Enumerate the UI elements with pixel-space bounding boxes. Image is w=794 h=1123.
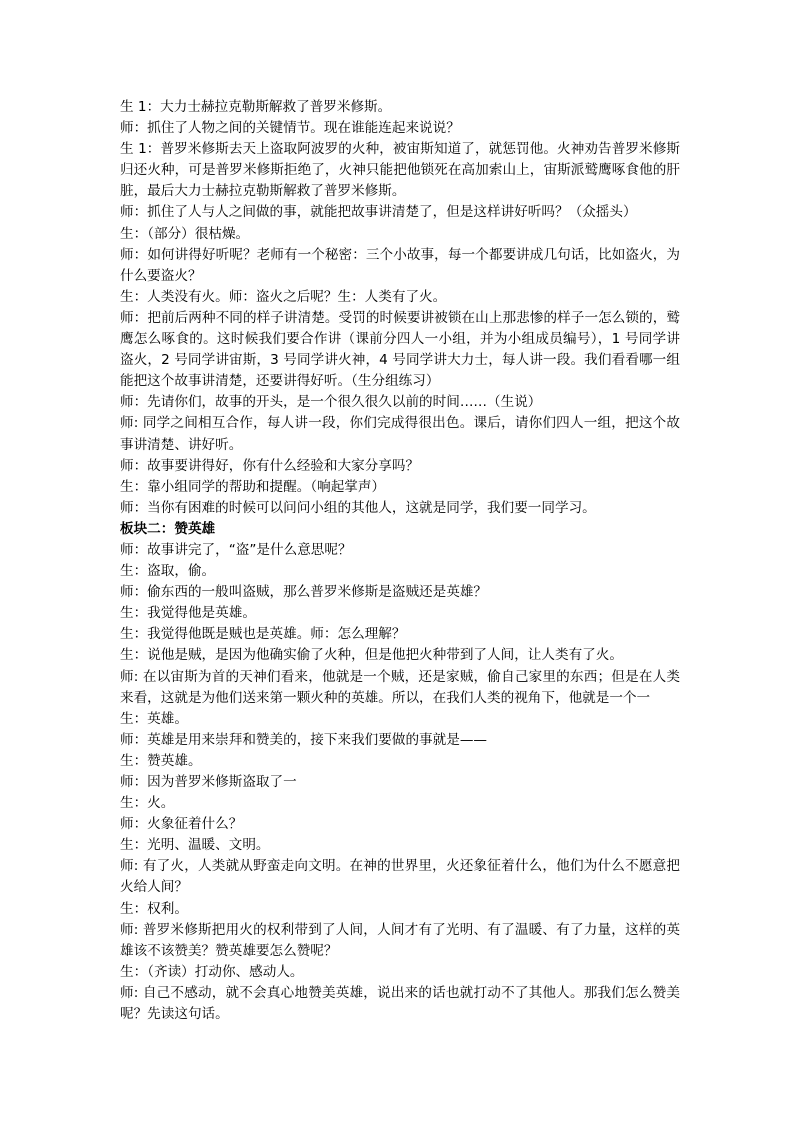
- dialogue-line: 生：说他是贼，是因为他确实偷了火种，但是他把火种带到了人间，让人类有了火。: [120, 647, 623, 664]
- dialogue-line: 生：我觉得他既是贼也是英雄。师：怎么理解？: [120, 626, 406, 643]
- dialogue-line: 师: 自己不感动，就不会真心地赞美英雄，说出来的话也就打动不了其他人。那我们怎么赞美呢？先读这句话。: [120, 984, 680, 1023]
- dialogue-line: 生：火。: [120, 795, 175, 812]
- dialogue-line: 师：当你有困难的时候可以问问小组的其他人，这就是同学，我们要一同学习。: [120, 499, 596, 516]
- dialogue-line: 师：故事讲完了，“盗”是什么意思呢？: [120, 541, 352, 558]
- dialogue-line: 师: 普罗米修斯把用火的权利带到了人间，人间才有了光明、有了温暖、有了力量，这样的英雄该不该赞美？赞英雄要怎么赞呢？: [120, 921, 680, 959]
- dialogue-line: 师：如何讲得好听呢？老师有一个秘密：三个小故事，每一个都要讲成几句话，比如盗火，为什么要盗火？: [120, 246, 680, 284]
- document-page: [120, 97, 680, 1025]
- section-heading: 板块二：赞英雄: [120, 520, 216, 537]
- dialogue-line: 师：因为普罗米修斯盗取了一: [120, 774, 297, 790]
- dialogue-line: 生 1：普罗米修斯去天上盗取阿波罗的火种，被宙斯知道了，就惩罚他。火神劝告普罗米修斯归还火种，可是普罗米修斯拒绝了，火神只能把他锁死在高加索山上，宙斯派鹫鹰啄食他的肝脏，最后大力士赫拉克勒斯解救了普罗米修斯。: [120, 141, 680, 200]
- dialogue-line: 生：权利。: [120, 900, 188, 917]
- dialogue-line: 师: 同学之间相互合作，每人讲一段，你们完成得很出色。课后，请你们四人一组，把这个故事讲清楚、讲好听。: [120, 415, 680, 453]
- dialogue-line: 生：赞英雄。: [120, 752, 202, 769]
- dialogue-line: 师：偷东西的一般叫盗贼，那么普罗米修斯是盗贼还是英雄？: [120, 584, 488, 601]
- dialogue-line: 生：我觉得他是英雄。: [120, 605, 256, 622]
- dialogue-line: 师：火象征着什么？: [120, 816, 243, 833]
- dialogue-line: 师：故事要讲得好，你有什么经验和大家分享吗？: [120, 457, 420, 474]
- dialogue-line: 生：英雄。: [120, 710, 188, 727]
- dialogue-line: 师：把前后两种不同的样子讲清楚。受罚的时候要讲被锁在山上那悲惨的样子一怎么锁的，鹫鹰怎么啄食的。这时候我们要合作讲（课前分四人一小组，并为小组成员编号），1 号同学讲盗火，2 号同学讲宙斯，3 号同学讲火神，4 号同学讲大力士，每人讲一段。我们看看哪一组能把这个故事讲清楚，还要讲得好听。（生分组练习）: [120, 309, 680, 390]
- dialogue-line: 生：靠小组同学的帮助和提醒。（响起掌声）: [120, 478, 386, 495]
- dialogue-line: 师：先请你们，故事的开头，是一个很久很久以前的时间……（生说）: [120, 394, 542, 411]
- dialogue-line: 师: 在以宙斯为首的天神们看来，他就是一个贼，还是家贼，偷自己家里的东西；但是在人类来看，这就是为他们送来第一颗火种的英雄。所以，在我们人类的视角下，他就是一个一: [120, 668, 680, 706]
- dialogue-line: 生 1：大力士赫拉克勒斯解救了普罗米修斯。: [120, 99, 392, 115]
- dialogue-line: 生：盗取，偷。: [120, 563, 216, 580]
- dialogue-line: 生：（齐读）打动你、感动人。: [120, 963, 304, 980]
- dialogue-line: 师：英雄是用来崇拜和赞美的，接下来我们要做的事就是——: [120, 731, 488, 748]
- dialogue-line: 生：人类没有火。师：盗火之后呢？生：人类有了火。: [120, 288, 447, 305]
- dialogue-line: 师: 有了火，人类就从野蛮走向文明。在神的世界里，火还象征着什么，他们为什么不愿意把火给人间？: [120, 858, 680, 896]
- dialogue-line: 生：光明、温暖、文明。: [120, 837, 270, 854]
- dialogue-line: 师：抓住了人与人之间做的事，就能把故事讲清楚了，但是这样讲好听吗？（众摇头）: [120, 204, 637, 221]
- dialogue-line: 生：（部分）很枯燥。: [120, 225, 250, 242]
- dialogue-line: 师：抓住了人物之间的关键情节。现在谁能连起来说说？: [120, 120, 460, 137]
